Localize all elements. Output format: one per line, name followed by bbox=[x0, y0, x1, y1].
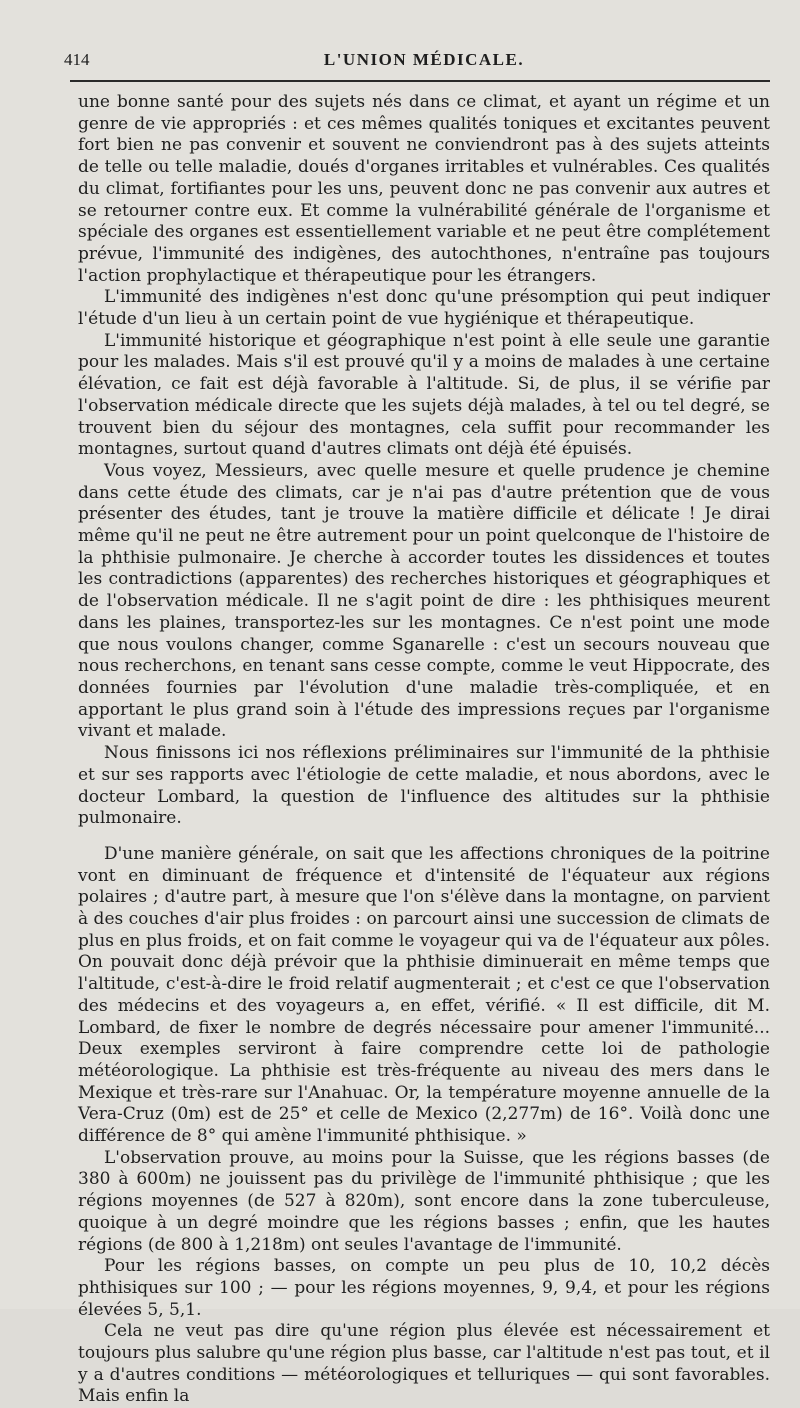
paragraph-3: L'immunité historique et géographique n'est point à elle seule une garantie pour les malades. Mais s'il est prouvé qu'il y a moins de malades à une certaine élévation, ce fait est déjà favorable à l'altitude. Si, de plus, il se vérifie par l'observation médicale directe que les sujets déjà malades, à tel ou tel degré, se trouvent bien du séjour des montagnes, cela suffit pour recommander les montagnes, surtout quand d'autres climats ont déjà été épuisés. bbox=[78, 330, 770, 460]
section-gap bbox=[78, 830, 770, 844]
header-rule bbox=[70, 80, 770, 82]
paragraph-5: Nous finissons ici nos réflexions préliminaires sur l'immunité de la phthisie et sur ses rapports avec l'étiologie de cette maladie, et nous abordons, avec le docteur Lombard, la question de l'influence des altitudes sur la phthisie pulmonaire. bbox=[78, 743, 770, 829]
page-header bbox=[64, 50, 770, 80]
paragraph-1: une bonne santé pour des sujets nés dans ce climat, et ayant un régime et un genre de vie appropriés : et ces mêmes qualités toniques et excitantes peuvent fort bien ne pas convenir et souvent ne conviendront pas à des sujets atteints de telle ou telle maladie, doués d'organes irritables et vulnérables. Ces qualités du climat, fortifiantes pour les uns, peuvent donc ne pas convenir aux autres et se retourner contre eux. Et comme la vulnérabilité générale de l'organisme et spéciale des organes est essentiellement variable et ne peut être complétement prévue, l'immunité des indigènes, des autochthones, n'entraîne pas toujours l'action prophylactique et thérapeutique pour les étrangers. bbox=[78, 92, 770, 286]
paragraph-7: L'observation prouve, au moins pour la Suisse, que les régions basses (de 380 à 600m) ne jouissent pas du privilège de l'immunité phthisique ; que les régions moyennes (de 527 à 820m), sont encore dans la zone tuberculeuse, quoique à un degré moindre que les régions basses ; enfin, que les hautes régions (de 800 à 1,218m) ont seules l'avantage de l'immunité. bbox=[78, 1147, 770, 1255]
paragraph-4: Vous voyez, Messieurs, avec quelle mesure et quelle prudence je chemine dans cette étude des climats, car je n'ai pas d'autre prétention que de vous présenter des études, tant je trouve la matière difficile et délicate ! Je dirai même qu'il ne peut ne être autrement pour un point quelconque de l'histoire de la phthisie pulmonaire. Je cherche à accorder toutes les dissidences et toutes les contradictions (apparentes) des recherches historiques et géographiques et de l'observation médicale. Il ne s'agit point de dire : les phthisiques meurent dans les plaines, transportez-les sur les montagnes. Ce n'est point une mode que nous voulons changer, comme Sganarelle : c'est un secours nouveau que nous recherchons, en tenant sans cesse compte, comme le veut Hippocrate, des données fournies par l'évolution d'une maladie très-compliquée, et en apportant le plus grand soin à l'étude des impressions reçues par l'organisme vivant et malade. bbox=[78, 460, 770, 742]
paragraph-8: Pour les régions basses, on compte un peu plus de 10, 10,2 décès phthisiques sur 100 ; — pour les régions moyennes, 9, 9,4, et pour les régions élevées 5, 5,1. bbox=[78, 1256, 770, 1320]
paragraph-9: Cela ne veut pas dire qu'une région plus élevée est nécessairement et toujours plus salubre qu'une région plus basse, car l'altitude n'est pas tout, et il y a d'autres conditions — météorologiques et telluriques — qui sont favorables. Mais enfin la bbox=[78, 1321, 770, 1407]
paragraph-6: D'une manière générale, on sait que les affections chroniques de la poitrine vont en diminuant de fréquence et d'intensité de l'équateur aux régions polaires ; d'autre part, à mesure que l'on s'élève dans la montagne, on parvient à des couches d'air plus froides : on parcourt ainsi une succession de climats de plus en plus froids, et on fait comme le voyageur qui va de l'équateur aux pôles. On pouvait donc déjà prévoir que la phthisie diminuerait en même temps que l'altitude, c'est-à-dire le froid relatif augmenterait ; et c'est ce que l'observation des médecins et des voyageurs a, en effet, vérifié. « Il est difficile, dit M. Lombard, de fixer le nombre de degrés nécessaire pour amener l'immunité... Deux exemples serviront à faire comprendre cette loi de pathologie météorologique. La phthisie est très-fréquente au niveau des mers dans le Mexique et très-rare sur l'Anahuac. Or, la température moyenne annuelle de la Vera-Cruz (0m) est de 25° et celle de Mexico (2,277m) de 16°. Voilà donc une différence de 8° qui amène l'immunité phthisique. » bbox=[78, 843, 770, 1147]
paragraph-2: L'immunité des indigènes n'est donc qu'une présomption qui peut indiquer l'étude d'un lieu à un certain point de vue hygiénique et thérapeutique. bbox=[78, 287, 770, 330]
running-title: L'UNION MÉDICALE. bbox=[323, 50, 525, 69]
page-number: 414 bbox=[64, 50, 90, 69]
